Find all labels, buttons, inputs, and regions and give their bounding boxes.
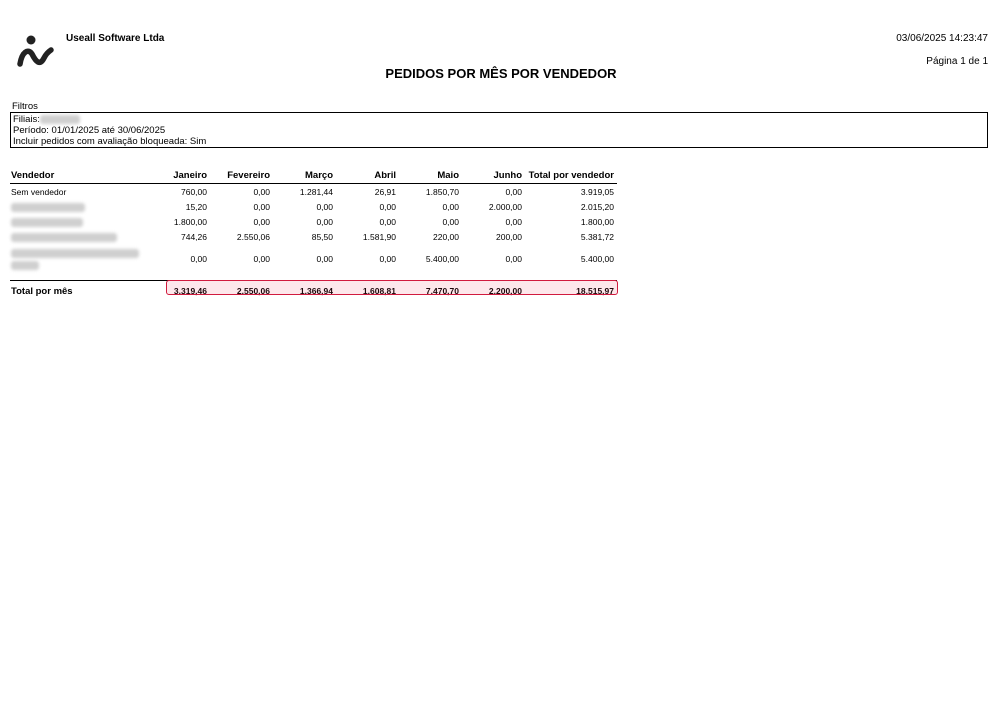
col-maio: Maio <box>399 167 462 184</box>
table-row <box>10 184 617 200</box>
page-number: Página 1 de 1 <box>926 56 988 67</box>
table-header-row <box>10 167 617 184</box>
col-fevereiro: Fevereiro <box>210 167 273 184</box>
cell-value: 1.800,00 <box>580 216 614 227</box>
filter-periodo: Período: 01/01/2025 até 30/06/2025 <box>13 125 166 136</box>
cell-value: 0,00 <box>442 216 459 227</box>
cell-value: 0,00 <box>505 186 522 197</box>
orders-table <box>10 167 617 301</box>
cell-value: 15,20 <box>185 201 207 212</box>
cell-value: 3.919,05 <box>580 186 614 197</box>
cell-value: 0,00 <box>190 254 207 264</box>
cell-value: 2.015,20 <box>580 201 614 212</box>
vendedor-name-redacted <box>10 229 160 244</box>
filters-box <box>10 112 988 148</box>
company-name: Useall Software Ltda <box>66 33 165 44</box>
col-total-vendedor: Total por vendedor <box>525 167 617 184</box>
cell-value: 0,00 <box>316 216 333 227</box>
table-row <box>10 214 617 229</box>
cell-value: 26,91 <box>374 186 396 197</box>
table-row <box>10 244 617 274</box>
cell-value: 0,00 <box>253 186 270 197</box>
cell-value: 744,26 <box>181 231 207 242</box>
cell-value: 0,00 <box>442 201 459 212</box>
col-abril: Abril <box>336 167 399 184</box>
total-maio: 7.470,70 <box>425 286 459 296</box>
cell-value: 5.400,00 <box>425 254 459 264</box>
cell-value: 0,00 <box>253 254 270 264</box>
vendedor-name: Sem vendedor <box>11 186 67 197</box>
cell-value: 1.281,44 <box>299 186 333 197</box>
cell-value: 5.400,00 <box>580 254 614 264</box>
total-abril: 1.608,81 <box>362 286 396 296</box>
total-fevereiro: 2.550,06 <box>236 286 270 296</box>
filter-filiais: Filiais: <box>13 114 985 125</box>
cell-value: 0,00 <box>505 254 522 264</box>
cell-value: 1.581,90 <box>362 231 396 242</box>
cell-value: 1.800,00 <box>173 216 207 227</box>
cell-value: 1.850,70 <box>425 186 459 197</box>
filters-label: Filtros <box>12 101 38 112</box>
total-geral: 18.515,97 <box>576 286 614 296</box>
cell-value: 85,50 <box>311 231 333 242</box>
col-marco: Março <box>273 167 336 184</box>
total-row <box>10 281 617 302</box>
cell-value: 0,00 <box>316 254 333 264</box>
cell-value: 2.550,06 <box>236 231 270 242</box>
cell-value: 0,00 <box>316 201 333 212</box>
cell-value: 200,00 <box>496 231 522 242</box>
vendedor-name-redacted <box>10 244 160 274</box>
report-datetime: 03/06/2025 14:23:47 <box>896 33 988 44</box>
col-janeiro: Janeiro <box>160 167 210 184</box>
report-title: PEDIDOS POR MÊS POR VENDEDOR <box>385 66 617 81</box>
total-junho: 2.200,00 <box>488 286 522 296</box>
redacted-value <box>40 115 80 124</box>
total-janeiro: 3.319,46 <box>173 286 207 296</box>
cell-value: 220,00 <box>433 231 459 242</box>
cell-value: 2.000,00 <box>488 201 522 212</box>
cell-value: 0,00 <box>253 216 270 227</box>
vendedor-name-redacted <box>10 214 160 229</box>
cell-value: 0,00 <box>379 254 396 264</box>
table-row <box>10 199 617 214</box>
col-vendedor: Vendedor <box>10 167 160 184</box>
cell-value: 0,00 <box>253 201 270 212</box>
total-marco: 1.366,94 <box>299 286 333 296</box>
col-junho: Junho <box>462 167 525 184</box>
table-row <box>10 229 617 244</box>
filter-avaliacao: Incluir pedidos com avaliação bloqueada: Sim <box>13 136 207 147</box>
cell-value: 760,00 <box>181 186 207 197</box>
cell-value: 5.381,72 <box>580 231 614 242</box>
vendedor-name-redacted <box>10 199 160 214</box>
cell-value: 0,00 <box>505 216 522 227</box>
total-label: Total por mês <box>11 285 73 297</box>
cell-value: 0,00 <box>379 216 396 227</box>
cell-value: 0,00 <box>379 201 396 212</box>
